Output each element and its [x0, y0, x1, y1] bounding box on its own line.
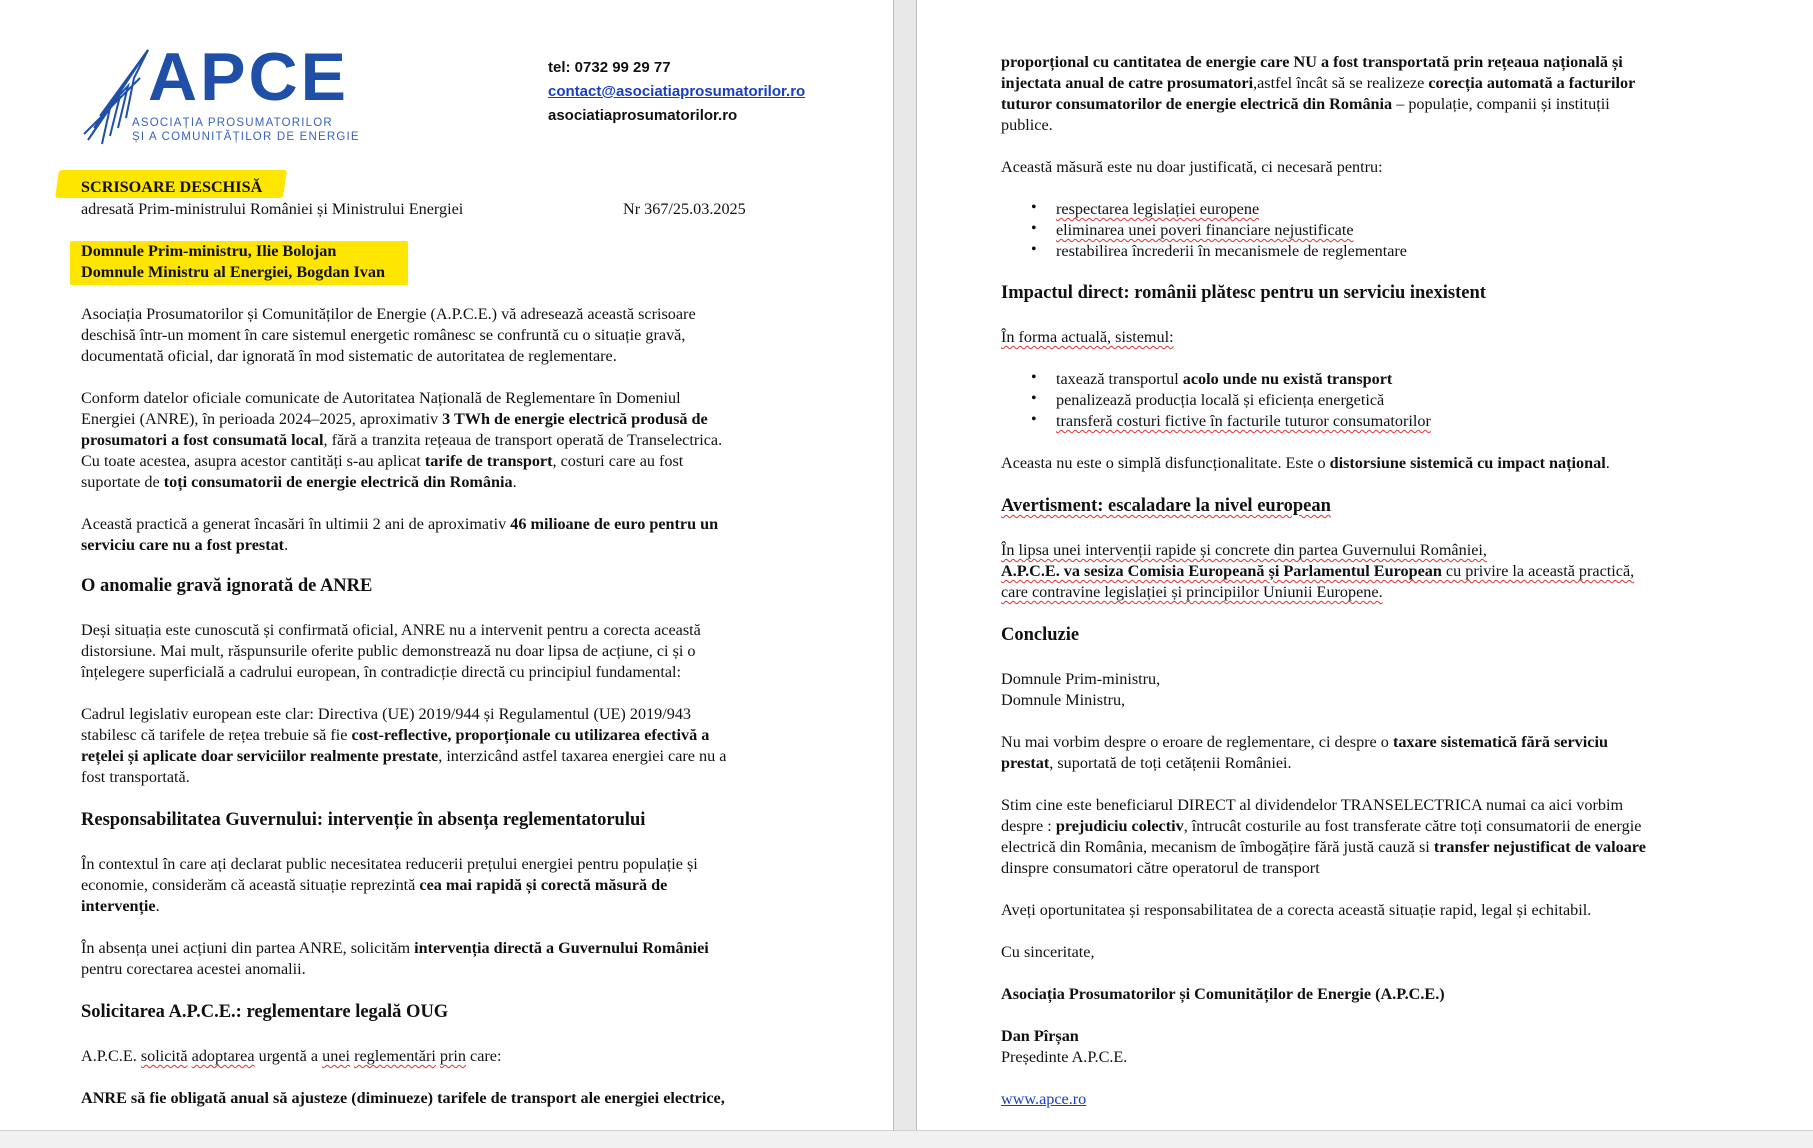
paragraph-line: Asociația Prosumatorilor și Comunităților de Energie (A.P.C.E.) vă adresează această scrisoare	[81, 305, 696, 323]
contact-email-link[interactable]: contact@asociatiaprosumatorilor.ro	[548, 83, 806, 100]
paragraph-line: Cadrul legislativ european este clar: Directiva (UE) 2019/944 și Regulamentul (UE) 2019/943	[81, 705, 692, 723]
paragraph-line: prestat, suportată de toți cetățenii României.	[1001, 754, 1292, 772]
paragraph-line: deschisă într-un moment în care sistemul energetic românesc se confruntă cu o situație gravă,	[81, 326, 686, 344]
paragraph-line: injectata anual de catre prosumatori,astfel încât să se realizeze corecția automată a facturilor	[1001, 74, 1636, 92]
organization-name: Asociația Prosumatorilor și Comunităților de Energie (A.P.C.E.)	[1001, 985, 1445, 1003]
paragraph-line: despre : prejudiciu colectiv, întrucât costurile au fost transferate către toți consumatorii de energie	[1001, 817, 1642, 835]
logo-wordmark: APCE	[148, 39, 349, 115]
paragraph-line: rețelei și aplicate doar serviciilor realmente prestate, interzicând astfel taxarea energiei care nu a	[81, 747, 727, 765]
bullet-item: eliminarea unei poveri financiare nejustificate	[1056, 221, 1354, 239]
contact-phone: tel: 0732 99 29 77	[548, 59, 671, 76]
paragraph-line: stabilesc că tarifele de rețea trebuie să fie cost-reflective, proporționale cu utilizarea efectivă a	[81, 726, 710, 744]
bullet-item: taxează transportul acolo unde nu există transport	[1056, 370, 1393, 388]
paragraph-line: Aveți oportunitatea și responsabilitatea de a corecta această situație rapid, legal și echitabil.	[1001, 901, 1592, 919]
bullet-dot: •	[1031, 390, 1037, 407]
paragraph-line: Deși situația este cunoscută și confirmată oficial, ANRE nu a intervenit pentru a corecta această	[81, 621, 701, 639]
paragraph-line: Conform datelor oficiale comunicate de Autoritatea Națională de Reglementare în Domeniul	[81, 389, 681, 407]
paragraph-line: Această practică a generat încasări în ultimii 2 ani de aproximativ 46 milioane de euro pentru un	[81, 515, 719, 533]
paragraph-line: Această măsură este nu doar justificată, ci necesară pentru:	[1001, 158, 1383, 176]
paragraph-line: distorsiune. Mai mult, răspunsurile oferite public demonstrează nu doar lipsa de acțiune, ci și o	[81, 642, 696, 660]
bullet-dot: •	[1031, 369, 1037, 386]
paragraph-line: pentru corectarea acestei anomalii.	[81, 960, 306, 978]
paragraph-line: Energiei (ANRE), în perioada 2024–2025, aproximativ 3 TWh de energie electrică produsă de	[81, 410, 708, 428]
page-gutter	[893, 0, 917, 1130]
paragraph-line: Cu toate acestea, asupra acestor cantități s-au aplicat tarife de transport, costuri care au fost	[81, 452, 684, 470]
bottom-bar	[0, 1130, 1813, 1148]
signatory-name: Dan Pîrșan	[1001, 1027, 1079, 1045]
paragraph-line: electrică din România, mecanism de îmbogățire fără justă cauză si transfer nejustificat de valoare	[1001, 838, 1646, 856]
bullet-dot: •	[1031, 199, 1037, 216]
closing-phrase: Cu sinceritate,	[1001, 943, 1095, 961]
paragraph-line: proporțional cu cantitatea de energie care NU a fost transportată prin rețeaua națională și	[1001, 53, 1623, 71]
section-heading: Impactul direct: românii plătesc pentru un serviciu inexistent	[1001, 283, 1486, 303]
paragraph-line: În forma actuală, sistemul:	[1001, 328, 1174, 346]
section-heading: Solicitarea A.P.C.E.: reglementare legală OUG	[81, 1002, 449, 1022]
contact-website: asociatiaprosumatorilor.ro	[548, 107, 738, 124]
paragraph-line: publice.	[1001, 116, 1053, 134]
logo-subtitle-line1: ASOCIAȚIA PROSUMATORILOR	[132, 117, 333, 129]
paragraph-line: În contextul în care ați declarat public necesitatea reducerii prețului energiei pentru populație și	[81, 855, 698, 873]
paragraph-line: În absența unei acțiuni din partea ANRE, solicităm intervenția directă a Guvernului României	[81, 939, 709, 957]
paragraph-line: intervenție.	[81, 897, 160, 915]
paragraph-line: tuturor consumatorilor de energie electrică din România – populație, companii și instituții	[1001, 95, 1610, 113]
bullet-dot: •	[1031, 220, 1037, 237]
paragraph-line: ANRE să fie obligată anual să ajusteze (diminueze) tarifele de transport ale energiei electrice,	[81, 1089, 725, 1107]
section-heading: Concluzie	[1001, 625, 1080, 645]
salutation-minister: Domnule Ministru al Energiei, Bogdan Ivan	[81, 263, 385, 281]
section-heading: O anomalie gravă ignorată de ANRE	[81, 576, 373, 596]
bullet-dot: •	[1031, 411, 1037, 428]
section-heading: Avertisment: escaladare la nivel european	[1001, 496, 1331, 516]
paragraph-line: fost transportată.	[81, 768, 190, 786]
bullet-item: penalizează producția locală și eficiența energetică	[1056, 391, 1385, 409]
paragraph-line: documentată oficial, dar ignorată în mod sistematic de autoritatea de reglementare.	[81, 347, 617, 365]
paragraph-line: Aceasta nu este o simplă disfuncționalitate. Este o distorsiune sistemică cu impact național.	[1001, 454, 1610, 472]
section-heading: Responsabilitatea Guvernului: intervenție în absența reglementatorului	[81, 810, 646, 830]
bullet-item: respectarea legislației europene	[1056, 200, 1260, 218]
paragraph-line: dinspre consumatori către operatorul de transport	[1001, 859, 1320, 877]
paragraph-line: A.P.C.E. va sesiza Comisia Europeană și Parlamentul European cu privire la această practică,	[1001, 562, 1635, 580]
letter-number: Nr 367/25.03.2025	[623, 200, 746, 218]
letter-page-1	[0, 0, 893, 1130]
salutation-prime-minister: Domnule Prim-ministru, Ilie Bolojan	[81, 242, 337, 260]
paragraph-line: serviciu care nu a fost prestat.	[81, 536, 289, 554]
paragraph-line: Stim cine este beneficiarul DIRECT al dividendelor TRANSELECTRICA numai ca aici vorbim	[1001, 796, 1624, 814]
bullet-item: transferă costuri fictive în facturile tuturor consumatorilor	[1056, 412, 1431, 430]
paragraph-line: care contravine legislației și principiilor Uniunii Europene.	[1001, 583, 1383, 601]
letter-title: SCRISOARE DESCHISĂ	[81, 178, 263, 196]
paragraph-line: Domnule Prim-ministru,	[1001, 670, 1161, 688]
paragraph-line: În lipsa unei intervenții rapide și concrete din partea Guvernului României,	[1001, 541, 1487, 559]
website-link[interactable]: www.apce.ro	[1001, 1090, 1087, 1108]
letter-addressee: adresată Prim-ministrului României și Ministrului Energiei	[81, 200, 464, 218]
paragraph-line: Nu mai vorbim despre o eroare de reglementare, ci despre o taxare sistematică fără serviciu	[1001, 733, 1608, 751]
paragraph-line: suportate de toți consumatorii de energie electrică din România.	[81, 473, 517, 491]
bullet-item: restabilirea încrederii în mecanismele de reglementare	[1056, 242, 1407, 260]
paragraph-line: A.P.C.E. solicită adoptarea urgentă a unei reglementări prin care:	[81, 1047, 502, 1065]
paragraph-line: prosumatori a fost consumată local, fără a tranzita rețeaua de transport operată de Transelectrica.	[81, 431, 723, 449]
paragraph-line: înțelegere superficială a cadrului european, în contradicție directă cu principiul fundamental:	[81, 663, 682, 681]
paragraph-line: economie, considerăm că această situație reprezintă cea mai rapidă și corectă măsură de	[81, 876, 668, 894]
paragraph-line: Domnule Ministru,	[1001, 691, 1126, 709]
signatory-role: Președinte A.P.C.E.	[1001, 1048, 1128, 1066]
bullet-dot: •	[1031, 241, 1037, 258]
logo-subtitle-line2: ȘI A COMUNITĂȚILOR DE ENERGIE	[132, 131, 360, 143]
